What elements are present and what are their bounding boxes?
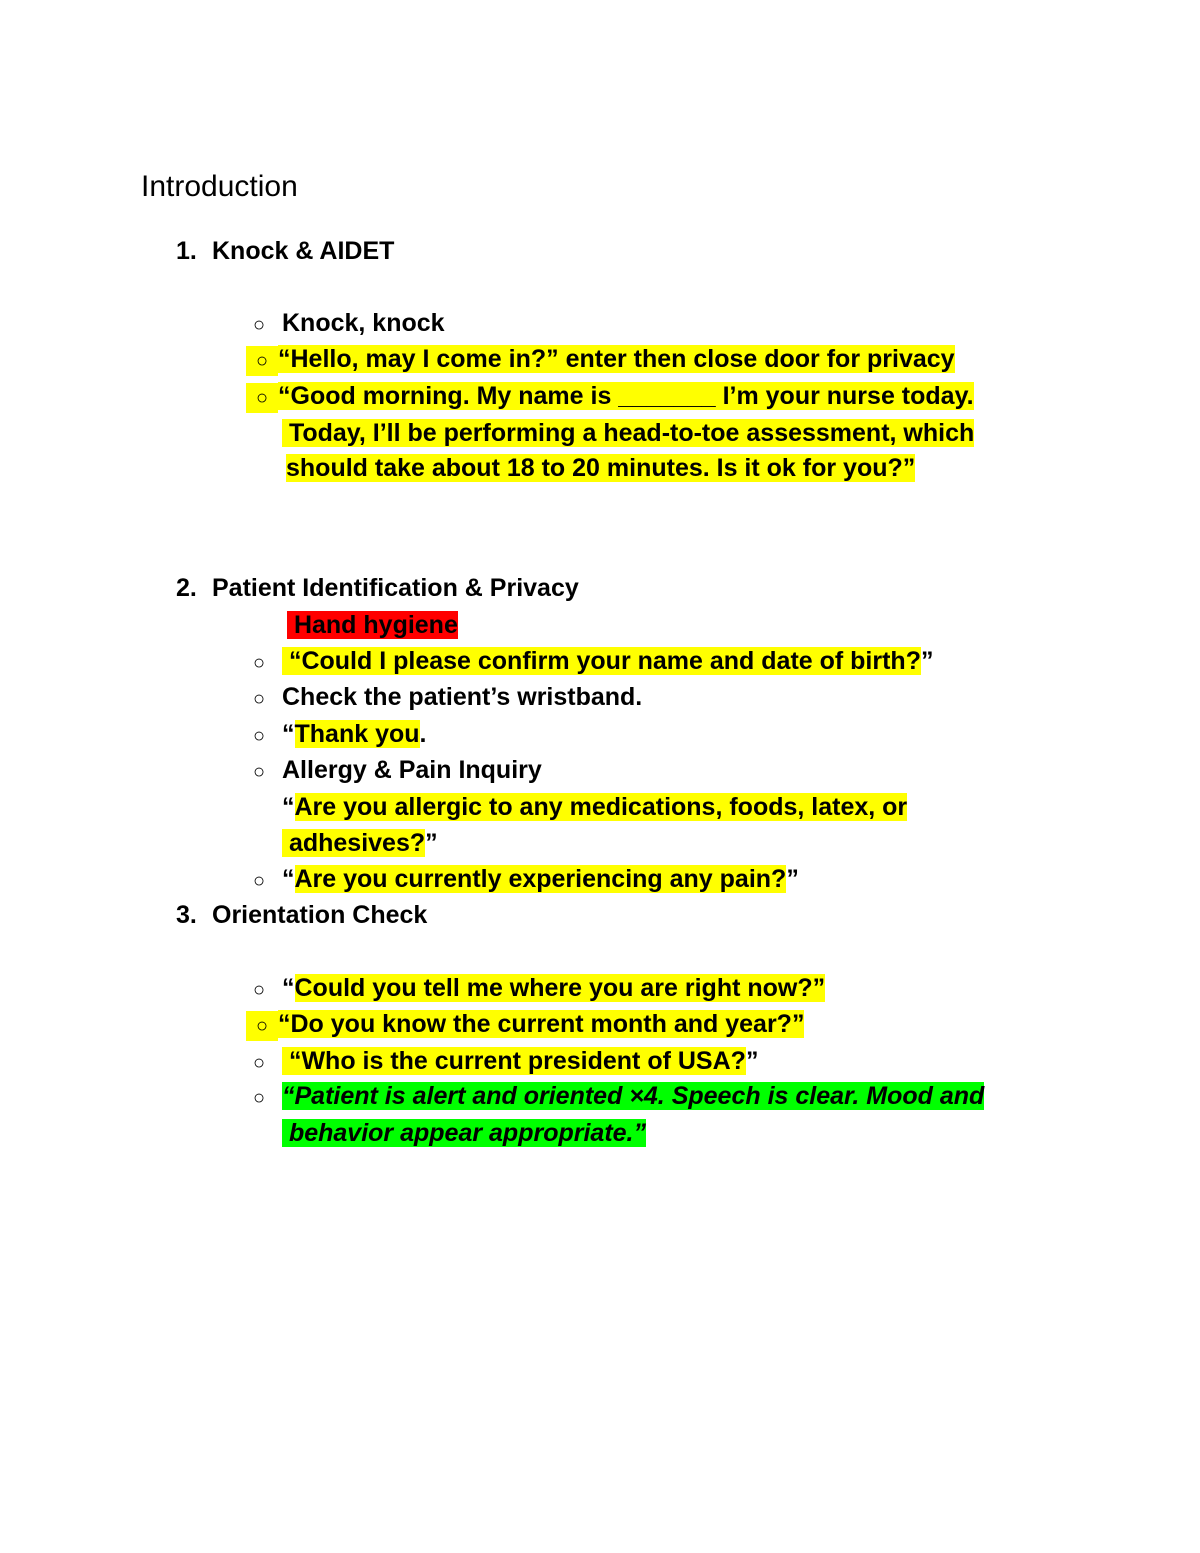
bullet-icon: ○ [252,725,266,747]
bullet-icon: ○ [246,1011,278,1041]
item-pain-close: ” [786,865,799,893]
item-allergy-text-2: adhesives? [282,829,426,857]
item-thank-you [282,719,426,749]
bullet-icon: ○ [252,870,266,892]
item-hello [278,344,955,374]
item-thank-close: . [419,720,427,748]
bullet-icon: ○ [252,761,266,783]
item-pain [282,864,799,894]
item-hello-text: “Hello, may I come in?” enter then close door for privacy [278,345,955,373]
bullet-icon: ○ [252,652,266,674]
item-where-text: Could you tell me where you are right now?” [294,974,826,1002]
item-allergy-line-1 [282,792,907,822]
item-allergy-line-2 [282,828,438,858]
item-thank-text: Thank you [294,720,420,748]
item-greeting-line-1 [278,381,974,411]
item-confirm-close: ” [920,647,934,675]
document-title: Introduction [141,170,298,203]
item-assessment-line-2 [282,1118,646,1148]
item-allergy-text-1: Are you allergic to any medications, foods, latex, or [294,793,908,821]
item-confirm-name [282,646,933,676]
item-greeting-text-3: should take about 18 to 20 minutes. Is it ok for you?” [286,454,916,482]
section-3-heading: Orientation Check [212,901,428,929]
section-1-heading: Knock & AIDET [212,237,395,265]
item-pain-text: Are you currently experiencing any pain? [294,865,787,893]
item-president-open: “ [282,1047,302,1075]
item-greeting-line-2 [282,418,974,448]
item-wristband: Check the patient’s wristband. [282,683,643,711]
section-2-number: 2. [176,574,197,602]
item-greeting-text-2: Today, I’ll be performing a head-to-toe assessment, which [282,419,975,447]
bullet-icon: ○ [246,346,278,376]
item-greeting-line-3 [286,453,915,483]
section-2-heading: Patient Identification & Privacy [212,574,579,602]
item-month-year [278,1009,804,1039]
section-1-number: 1. [176,237,197,265]
item-allergy-open: “ [282,793,295,821]
item-confirm-open: “ [282,647,302,675]
item-assessment-text-2: behavior appear appropriate.” [282,1119,646,1147]
item-assessment-text-1: “Patient is alert and oriented ×4. Speech is clear. Mood and [282,1082,985,1110]
item-thank-open: “ [282,720,295,748]
item-month-year-text: “Do you know the current month and year?” [278,1010,805,1038]
item-president [282,1046,758,1076]
item-knock: Knock, knock [282,309,445,337]
item-allergy-close: ” [425,829,438,857]
section-3-number: 3. [176,901,197,929]
item-pain-open: “ [282,865,295,893]
item-assessment-line-1 [282,1081,984,1111]
hand-hygiene-note [287,610,458,640]
bullet-icon: ○ [252,314,266,336]
bullet-icon: ○ [252,1052,266,1074]
item-president-text: Who is the current president of USA? [301,1047,746,1075]
item-president-close: ” [745,1047,759,1075]
item-greeting-text-1: “Good morning. My name is _______ I’m your nurse today. [278,382,974,410]
item-where-open: “ [282,974,295,1002]
bullet-icon: ○ [246,383,278,413]
hand-hygiene-text: Hand hygiene [287,611,458,639]
bullet-icon: ○ [252,688,266,710]
item-allergy-heading: Allergy & Pain Inquiry [282,756,542,784]
bullet-icon: ○ [252,979,266,1001]
bullet-icon: ○ [252,1087,266,1109]
item-where [282,973,825,1003]
item-confirm-text: Could I please confirm your name and date of birth? [301,647,921,675]
